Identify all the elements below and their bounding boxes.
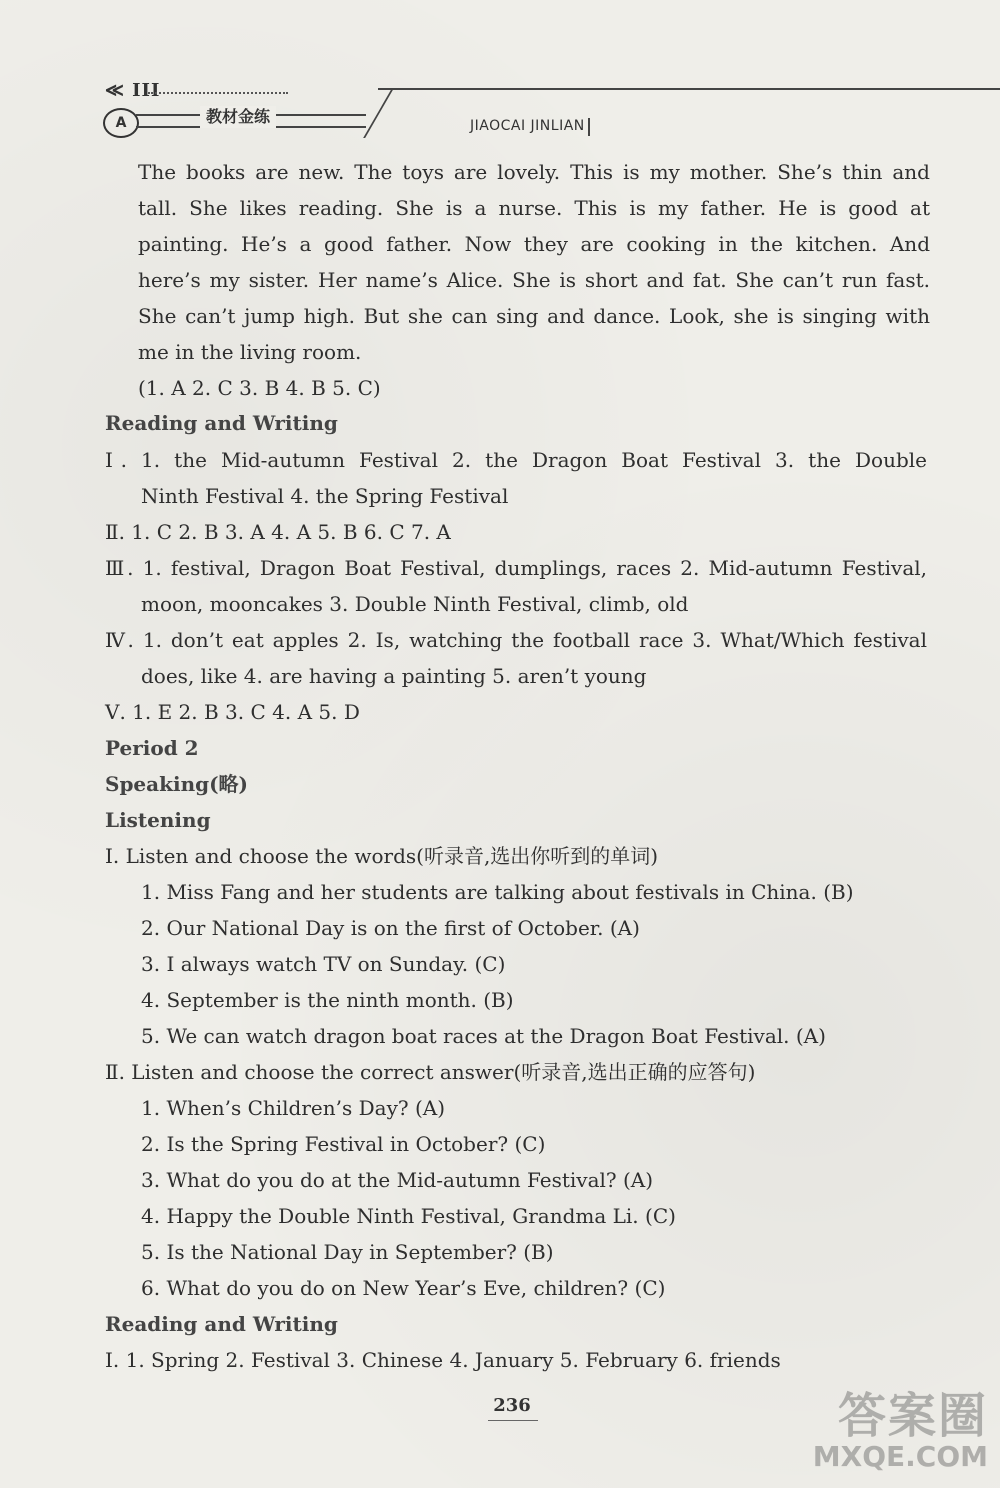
text-line: here’s my sister. Her name’s Alice. She is short and fat. She can’t run fast.	[138, 268, 930, 292]
section-heading: Listening	[105, 808, 211, 832]
listening-item: 4. Happy the Double Ninth Festival, Grandma Li. (C)	[141, 1204, 676, 1228]
listening-item: 3. What do you do at the Mid-autumn Festival? (A)	[141, 1168, 654, 1192]
text-line: me in the living room.	[138, 340, 362, 364]
text-line: She can’t jump high. But she can sing and dance. Look, she is singing with	[138, 304, 930, 328]
listening-item: 2. Our National Day is on the first of October. (A)	[141, 916, 640, 940]
header-top-rule	[378, 88, 1000, 90]
watermark-logo-text: 答案圈	[837, 1388, 988, 1444]
section-heading: Reading and Writing	[105, 1312, 338, 1336]
header-slant-rule	[333, 88, 394, 138]
listening-item: 3. I always watch TV on Sunday. (C)	[141, 952, 506, 976]
exercise-item: Ⅰ. Listen and choose the words(听录音,选出你听到的单词)	[105, 844, 659, 868]
listening-item: 6. What do you do on New Year’s Eve, children? (C)	[141, 1276, 666, 1300]
section-heading: Period 2	[105, 736, 199, 760]
exercise-item: Ninth Festival 4. the Spring Festival	[141, 484, 509, 508]
header-arrows: ≪ III	[105, 80, 161, 101]
listening-item: 1. When’s Children’s Day? (A)	[141, 1096, 445, 1120]
listening-item: 2. Is the Spring Festival in October? (C)	[141, 1132, 546, 1156]
exercise-item: moon, mooncakes 3. Double Ninth Festival, climb, old	[141, 592, 689, 616]
exercise-item: does, like 4. are having a painting 5. aren’t young	[141, 664, 647, 688]
exercise-item: Ⅰ. 1. the Mid-autumn Festival 2. the Dragon Boat Festival 3. the Double	[105, 448, 927, 472]
page-header	[0, 0, 1000, 145]
exercise-item: Ⅲ. 1. festival, Dragon Boat Festival, dumplings, races 2. Mid-autumn Festival,	[105, 556, 927, 580]
exercise-item: Ⅱ. Listen and choose the correct answer(听录音,选出正确的应答句)	[105, 1060, 756, 1084]
text-line: tall. She likes reading. She is a nurse. This is my father. He is good at	[138, 196, 930, 220]
header-dotted-line	[148, 80, 288, 94]
section-heading: Reading and Writing	[105, 411, 338, 435]
text-line: painting. He’s a good father. Now they are cooking in the kitchen. And	[138, 232, 930, 256]
header-bar	[588, 118, 590, 136]
exercise-item: Ⅰ. 1. Spring 2. Festival 3. Chinese 4. January 5. February 6. friends	[105, 1348, 781, 1372]
page-number-ornament	[488, 1420, 538, 1421]
section-heading: Speaking(略)	[105, 772, 249, 796]
watermark	[813, 1390, 988, 1472]
page-number: 236	[493, 1395, 531, 1416]
watermark-url: MXQE.COM	[812, 1440, 988, 1473]
answer-key: (1. A 2. C 3. B 4. B 5. C)	[138, 376, 381, 400]
header-en-title: JIAOCAI JINLIAN	[470, 118, 585, 134]
exercise-item: Ⅴ. 1. E 2. B 3. C 4. A 5. D	[105, 700, 360, 724]
header-cn-title: 教材金练	[200, 106, 276, 128]
listening-item: 1. Miss Fang and her students are talking about festivals in China. (B)	[141, 880, 854, 904]
listening-item: 5. Is the National Day in September? (B)	[141, 1240, 554, 1264]
listening-item: 4. September is the ninth month. (B)	[141, 988, 514, 1012]
exercise-item: Ⅱ. 1. C 2. B 3. A 4. A 5. B 6. C 7. A	[105, 520, 451, 544]
text-line: The books are new. The toys are lovely. This is my mother. She’s thin and	[138, 160, 930, 184]
header-logo-icon: A	[103, 108, 139, 138]
exercise-item: Ⅳ. 1. don’t eat apples 2. Is, watching the football race 3. What/Which festival	[105, 628, 927, 652]
listening-item: 5. We can watch dragon boat races at the Dragon Boat Festival. (A)	[141, 1024, 826, 1048]
